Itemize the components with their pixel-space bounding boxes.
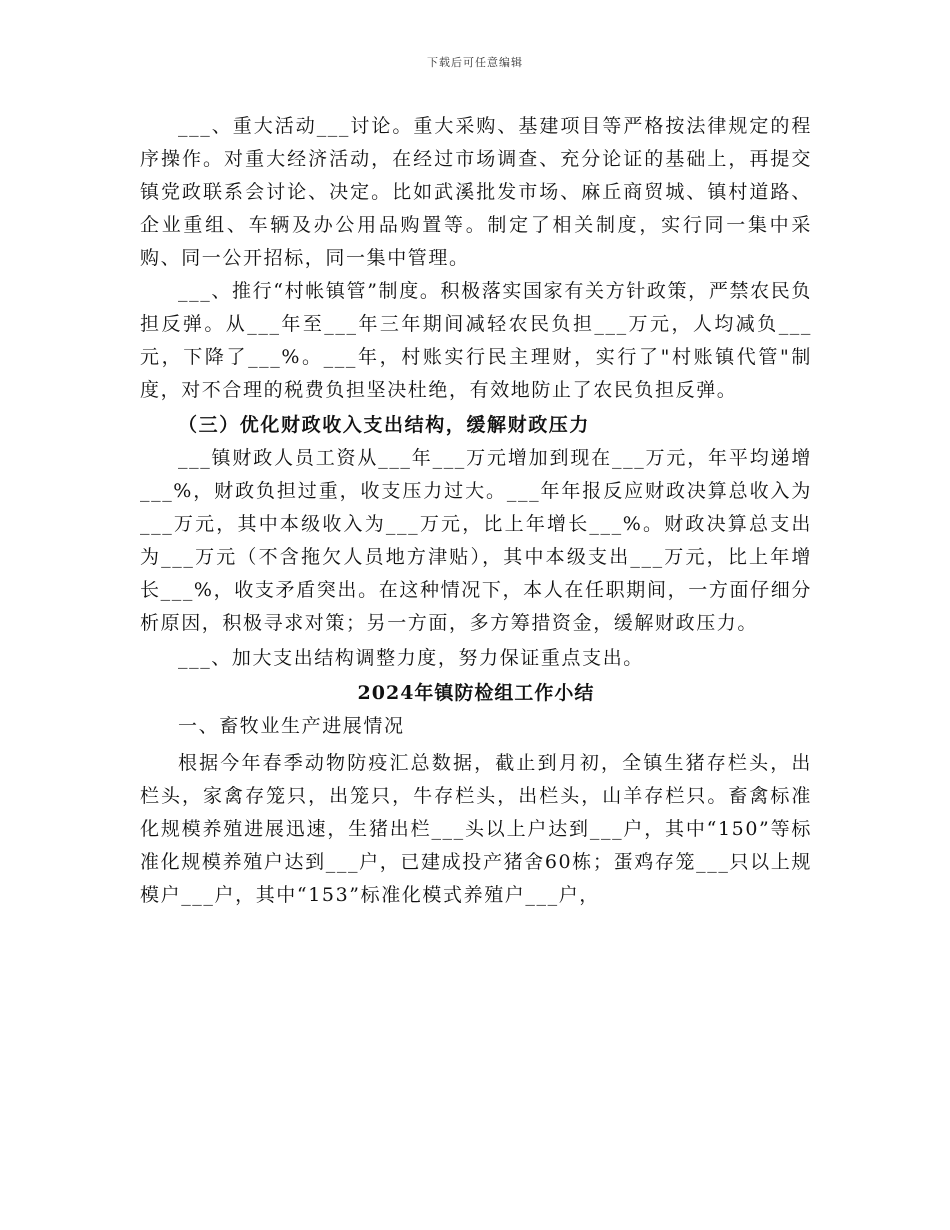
paragraph-expenditure-adjustment: ___、加大支出结构调整力度，努力保证重点支出。 bbox=[178, 647, 644, 669]
header-note: 下载后可任意编辑 bbox=[427, 56, 523, 69]
paragraph-livestock-heading: 一、畜牧业生产进展情况 bbox=[178, 715, 405, 737]
section-heading-fiscal-structure: （三）优化财政收入支出结构，缓解财政压力 bbox=[178, 414, 591, 436]
document-title: 2024年镇防检组工作小结 bbox=[357, 682, 595, 704]
document-body bbox=[140, 110, 812, 912]
paragraph-fiscal-pressure: ___镇财政人员工资从___年___万元增加到现在___万元，年平均递增___%，财政负担过重，收支压力过大。___年年报反应财政决算总收入为___万元，其中本级收入为___万元，比上年增长___%。财政决算总支出为___万元（不含拖欠人员地方津贴），其中本级支出___万元，比上年增长___%，收支矛盾突出。在这种情况下，本人在任职期间，一方面仔细分析原因，积极寻求对策；另一方面，多方筹措资金，缓解财政压力。 bbox=[140, 447, 812, 634]
paragraph-village-accounts: ___、推行“村帐镇管”制度。积极落实国家有关方针政策，严禁农民负担反弹。从___年至___年三年期间减轻农民负担___万元，人均减负___元，下降了___%。___年，村账实行民主理财，实行了"村账镇代管"制度，对不合理的税费负担坚决杜绝，有效地防止了农民负担反弹。 bbox=[140, 280, 812, 401]
paragraph-major-activities: ___、重大活动___讨论。重大采购、基建项目等严格按法律规定的程序操作。对重大经济活动，在经过市场调查、充分论证的基础上，再提交镇党政联系会讨论、决定。比如武溪批发市场、麻丘商贸城、镇村道路、企业重组、车辆及办公用品购置等。制定了相关制度，实行同一集中采购、同一公开招标，同一集中管理。 bbox=[140, 115, 812, 269]
paragraph-livestock-progress: 根据今年春季动物防疫汇总数据，截止到月初，全镇生猪存栏头，出栏头，家禽存笼只，出笼只，牛存栏头，出栏头，山羊存栏只。畜禽标准化规模养殖进展迅速，生猪出栏___头以上户达到___户，其中“150”等标准化规模养殖户达到___户，已建成投产猪舍60栋；蛋鸡存笼___只以上规模户___户，其中“153”标准化模式养殖户___户， bbox=[140, 752, 812, 906]
